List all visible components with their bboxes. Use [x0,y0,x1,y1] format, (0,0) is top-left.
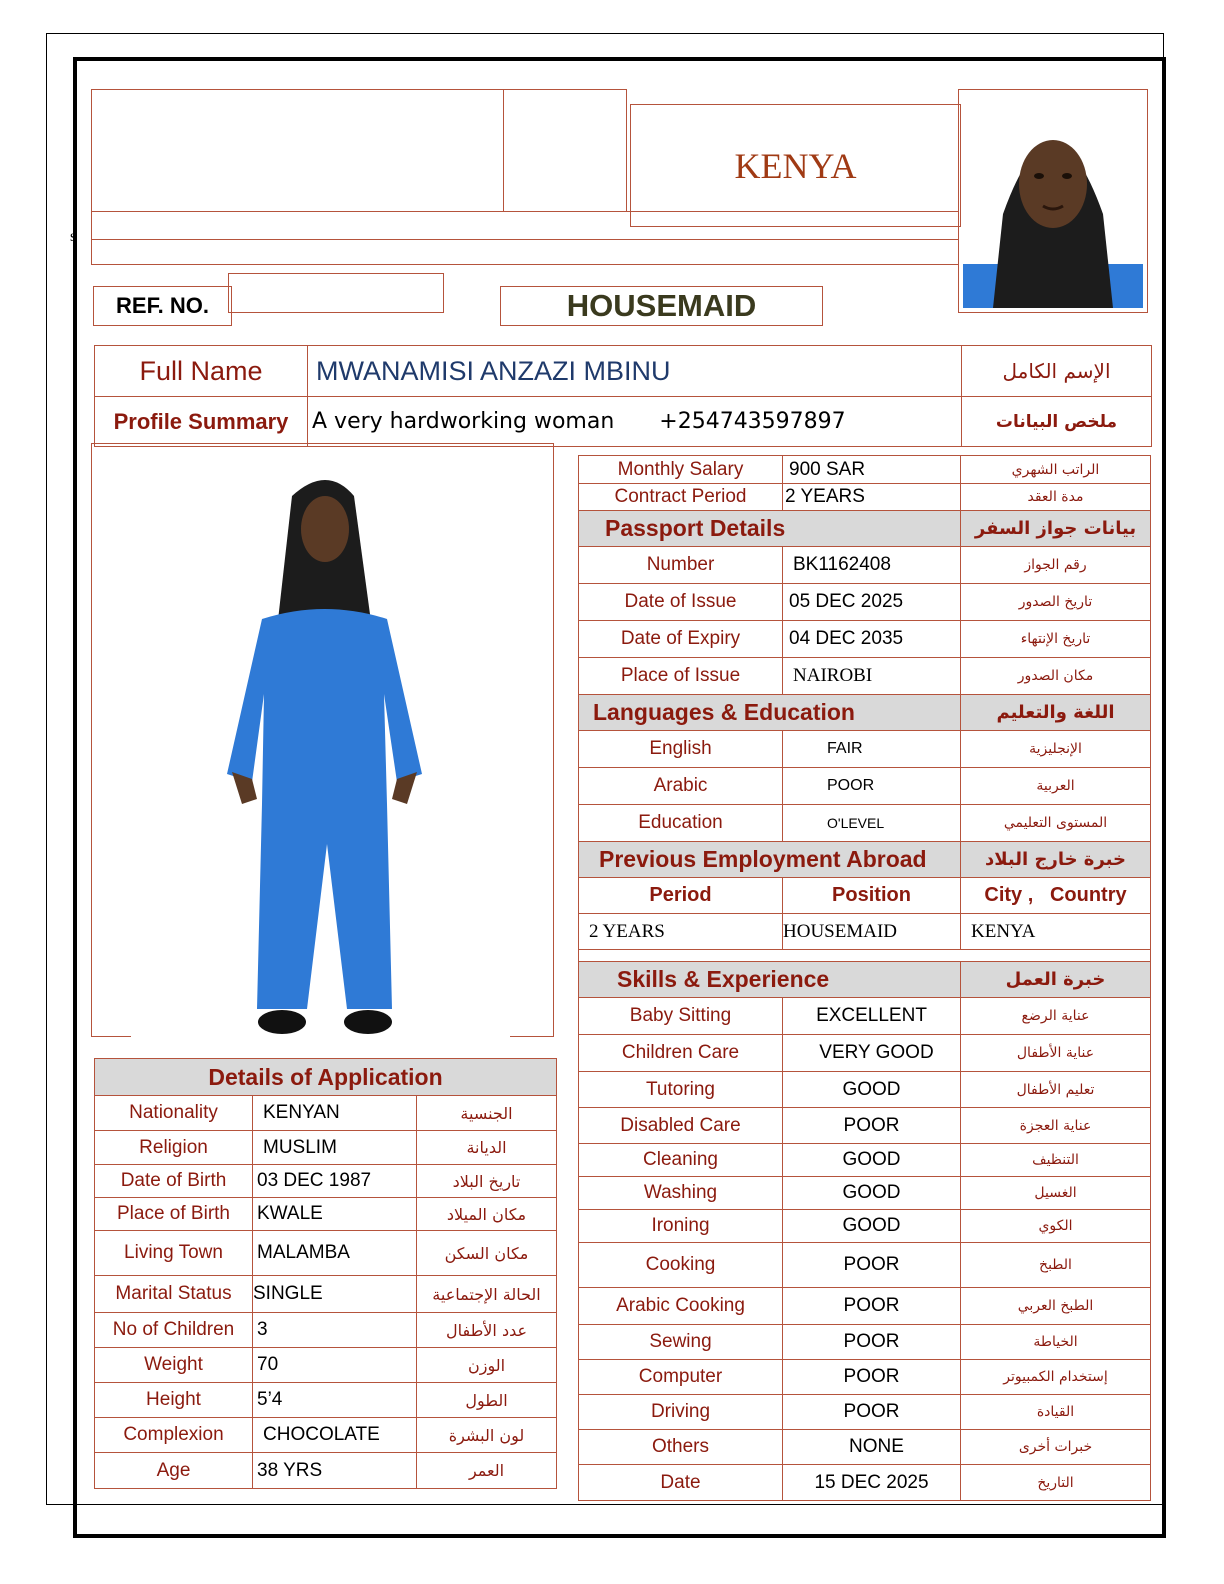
skill-value: GOOD [783,1072,961,1108]
application-title: Details of Application [95,1059,557,1096]
application-value: 5’4 [253,1383,417,1418]
skill-row [579,1210,1151,1243]
languages-title-ar: اللغة والتعليم [961,695,1151,731]
application-label: Place of Birth [95,1198,253,1231]
header-box-left [91,89,504,212]
passport-label: Date of Issue [579,584,783,621]
full-name-row [95,346,1152,397]
country-box [630,104,961,227]
application-value: KENYAN [253,1096,417,1131]
employment-row [579,914,1151,950]
skill-value: GOOD [783,1144,961,1177]
passport-value: NAIROBI [783,658,961,695]
skill-value: 15 DEC 2025 [783,1465,961,1501]
passport-ar: رقم الجواز [961,547,1151,584]
skill-value: POOR [783,1395,961,1430]
skill-row [579,1243,1151,1288]
application-row [95,1131,557,1165]
application-ar: الوزن [417,1348,557,1383]
body-photo-image [92,444,552,1038]
passport-row [579,547,1151,584]
application-row [95,1418,557,1453]
application-row [95,1383,557,1418]
profile-summary-text: A very hardworking woman [312,409,615,434]
application-label: Complexion [95,1418,253,1453]
skill-row [579,1288,1151,1325]
header-strip-2 [91,239,959,265]
employment-col-period: Period [579,878,783,914]
employment-col-city: City , Country [961,878,1151,914]
skill-label: Tutoring [579,1072,783,1108]
details-table [578,455,1151,1501]
language-ar: الإنجليزية [961,731,1151,768]
skill-ar: التنظيف [961,1144,1151,1177]
skill-row [579,1325,1151,1360]
skill-value: VERY GOOD [783,1035,961,1072]
position-title-box [500,286,823,326]
application-value: MALAMBA [253,1231,417,1276]
application-label: No of Children [95,1313,253,1348]
application-label: Age [95,1453,253,1489]
skill-row [579,1035,1151,1072]
skill-ar: الطبخ العربي [961,1288,1151,1325]
contract-value: 2 YEARS [783,484,961,511]
application-ar: الطول [417,1383,557,1418]
language-ar: العربية [961,768,1151,805]
skill-row [579,1430,1151,1465]
passport-value: BK1162408 [783,547,961,584]
profile-summary-row [95,397,1152,447]
full-name-label: Full Name [95,346,308,397]
language-row [579,731,1151,768]
application-row [95,1165,557,1198]
skill-ar: عناية العجزة [961,1108,1151,1144]
skill-label: Children Care [579,1035,783,1072]
passport-title-row [579,511,1151,547]
skills-title: Skills & Experience [579,962,961,998]
full-name-ar: الإسم الكامل [962,346,1152,397]
language-ar: المستوى التعليمي [961,805,1151,842]
ref-no-label: REF. NO. [116,293,209,318]
application-ar: عدد الأطفال [417,1313,557,1348]
skill-value: NONE [783,1430,961,1465]
application-label: Marital Status [95,1276,253,1313]
skill-label: Computer [579,1360,783,1395]
identity-table [94,345,1152,447]
application-value: 38 YRS [253,1453,417,1489]
skill-label: Disabled Care [579,1108,783,1144]
application-value: 3 [253,1313,417,1348]
language-value: O'LEVEL [783,805,961,842]
application-label: Weight [95,1348,253,1383]
employment-country: KENYA [961,914,1151,950]
skill-ar: الطبخ [961,1243,1151,1288]
skill-ar: عناية الرضع [961,998,1151,1035]
skill-ar: تعليم الأطفال [961,1072,1151,1108]
skill-label: Cleaning [579,1144,783,1177]
skills-title-row [579,962,1151,998]
skill-label: Washing [579,1177,783,1210]
body-photo-bottom-left-edge [91,1036,131,1037]
face-photo-frame [958,89,1148,313]
skill-row [579,1072,1151,1108]
skill-value: POOR [783,1243,961,1288]
contract-row [579,484,1151,511]
application-label: Height [95,1383,253,1418]
skill-row [579,1108,1151,1144]
skill-label: Baby Sitting [579,998,783,1035]
application-row [95,1096,557,1131]
application-value: SINGLE [253,1276,417,1313]
language-row [579,805,1151,842]
application-row [95,1453,557,1489]
passport-label: Number [579,547,783,584]
application-ar: الديانة [417,1131,557,1165]
skills-title-ar: خبرة العمل [961,962,1151,998]
passport-ar: تاريخ الصدور [961,584,1151,621]
application-label: Living Town [95,1231,253,1276]
application-value: 70 [253,1348,417,1383]
languages-title: Languages & Education [579,695,961,731]
language-label: English [579,731,783,768]
application-ar: مكان السكن [417,1231,557,1276]
employment-header-row [579,878,1151,914]
skill-label: Sewing [579,1325,783,1360]
application-row [95,1231,557,1276]
employment-period: 2 YEARS [579,914,783,950]
skill-ar: التاريخ [961,1465,1151,1501]
application-value: MUSLIM [253,1131,417,1165]
employment-title: Previous Employment Abroad [579,842,961,878]
country-title: KENYA [734,145,857,186]
skill-value: POOR [783,1360,961,1395]
language-label: Education [579,805,783,842]
skill-row [579,998,1151,1035]
application-row [95,1276,557,1313]
language-value: POOR [783,768,961,805]
language-label: Arabic [579,768,783,805]
skill-ar: عناية الأطفال [961,1035,1151,1072]
employment-col-position: Position [783,878,961,914]
skill-ar: الغسيل [961,1177,1151,1210]
skill-row [579,1360,1151,1395]
contract-row [579,456,1151,484]
passport-value: 05 DEC 2025 [783,584,961,621]
passport-row [579,658,1151,695]
contract-label: Contract Period [579,484,783,511]
application-ar: لون البشرة [417,1418,557,1453]
skill-label: Arabic Cooking [579,1288,783,1325]
application-ar: العمر [417,1453,557,1489]
skill-value: POOR [783,1325,961,1360]
employment-spacer-row [579,950,1151,962]
skill-label: Driving [579,1395,783,1430]
employment-position: HOUSEMAID [783,914,961,950]
profile-summary-label: Profile Summary [95,397,308,447]
languages-title-row [579,695,1151,731]
contract-label: Monthly Salary [579,456,783,484]
passport-title-ar: بيانات جواز السفر [961,511,1151,547]
contract-ar: مدة العقد [961,484,1151,511]
passport-ar: مكان الصدور [961,658,1151,695]
skill-label: Cooking [579,1243,783,1288]
application-ar: الحالة الإجتماعية [417,1276,557,1313]
stray-mark: s [70,228,77,245]
contract-ar: الراتب الشهري [961,456,1151,484]
application-value: 03 DEC 1987 [253,1165,417,1198]
skill-ar: الكوي [961,1210,1151,1243]
skill-ar: القيادة [961,1395,1151,1430]
skill-row [579,1177,1151,1210]
skill-value: EXCELLENT [783,998,961,1035]
skill-row [579,1144,1151,1177]
passport-ar: تاريخ الإنتهاء [961,621,1151,658]
skill-row [579,1465,1151,1501]
passport-title: Passport Details [579,511,961,547]
full-name-value: MWANAMISI ANZAZI MBINU [308,346,962,397]
body-photo-frame [91,443,554,1037]
face-portrait-image [963,94,1143,308]
application-value: KWALE [253,1198,417,1231]
skill-value: POOR [783,1288,961,1325]
application-label: Religion [95,1131,253,1165]
ref-no-value-box [228,273,444,313]
profile-summary-ar: ملخص البيانات [962,397,1152,447]
contract-value: 900 SAR [783,456,961,484]
employment-title-row [579,842,1151,878]
face-photo [963,94,1143,308]
application-ar: الجنسية [417,1096,557,1131]
skill-label: Others [579,1430,783,1465]
language-row [579,768,1151,805]
application-label: Date of Birth [95,1165,253,1198]
skill-row [579,1395,1151,1430]
application-ar: تاريخ البلاد [417,1165,557,1198]
application-table [94,1058,557,1489]
position-title: HOUSEMAID [566,288,757,323]
profile-summary-cell [308,397,962,447]
passport-value: 04 DEC 2035 [783,621,961,658]
application-title-row [95,1059,557,1096]
employment-title-ar: خبرة خارج البلاد [961,842,1151,878]
header-box-middle [503,89,627,212]
language-value: FAIR [783,731,961,768]
skill-value: GOOD [783,1177,961,1210]
skill-label: Ironing [579,1210,783,1243]
application-row [95,1198,557,1231]
ref-no-label-box [93,286,232,326]
application-ar: مكان الميلاد [417,1198,557,1231]
application-label: Nationality [95,1096,253,1131]
passport-label: Place of Issue [579,658,783,695]
passport-row [579,621,1151,658]
skill-ar: الخياطة [961,1325,1151,1360]
skill-label: Date [579,1465,783,1501]
profile-phone: +254743597897 [659,409,846,434]
skill-ar: خبرات أخرى [961,1430,1151,1465]
application-row [95,1313,557,1348]
passport-label: Date of Expiry [579,621,783,658]
passport-row [579,584,1151,621]
skill-ar: إستخدام الكمبيوتر [961,1360,1151,1395]
application-row [95,1348,557,1383]
skill-value: POOR [783,1108,961,1144]
skill-value: GOOD [783,1210,961,1243]
employment-spacer [579,950,1151,962]
application-value: CHOCOLATE [253,1418,417,1453]
body-photo-bottom-right-edge [510,1036,554,1037]
